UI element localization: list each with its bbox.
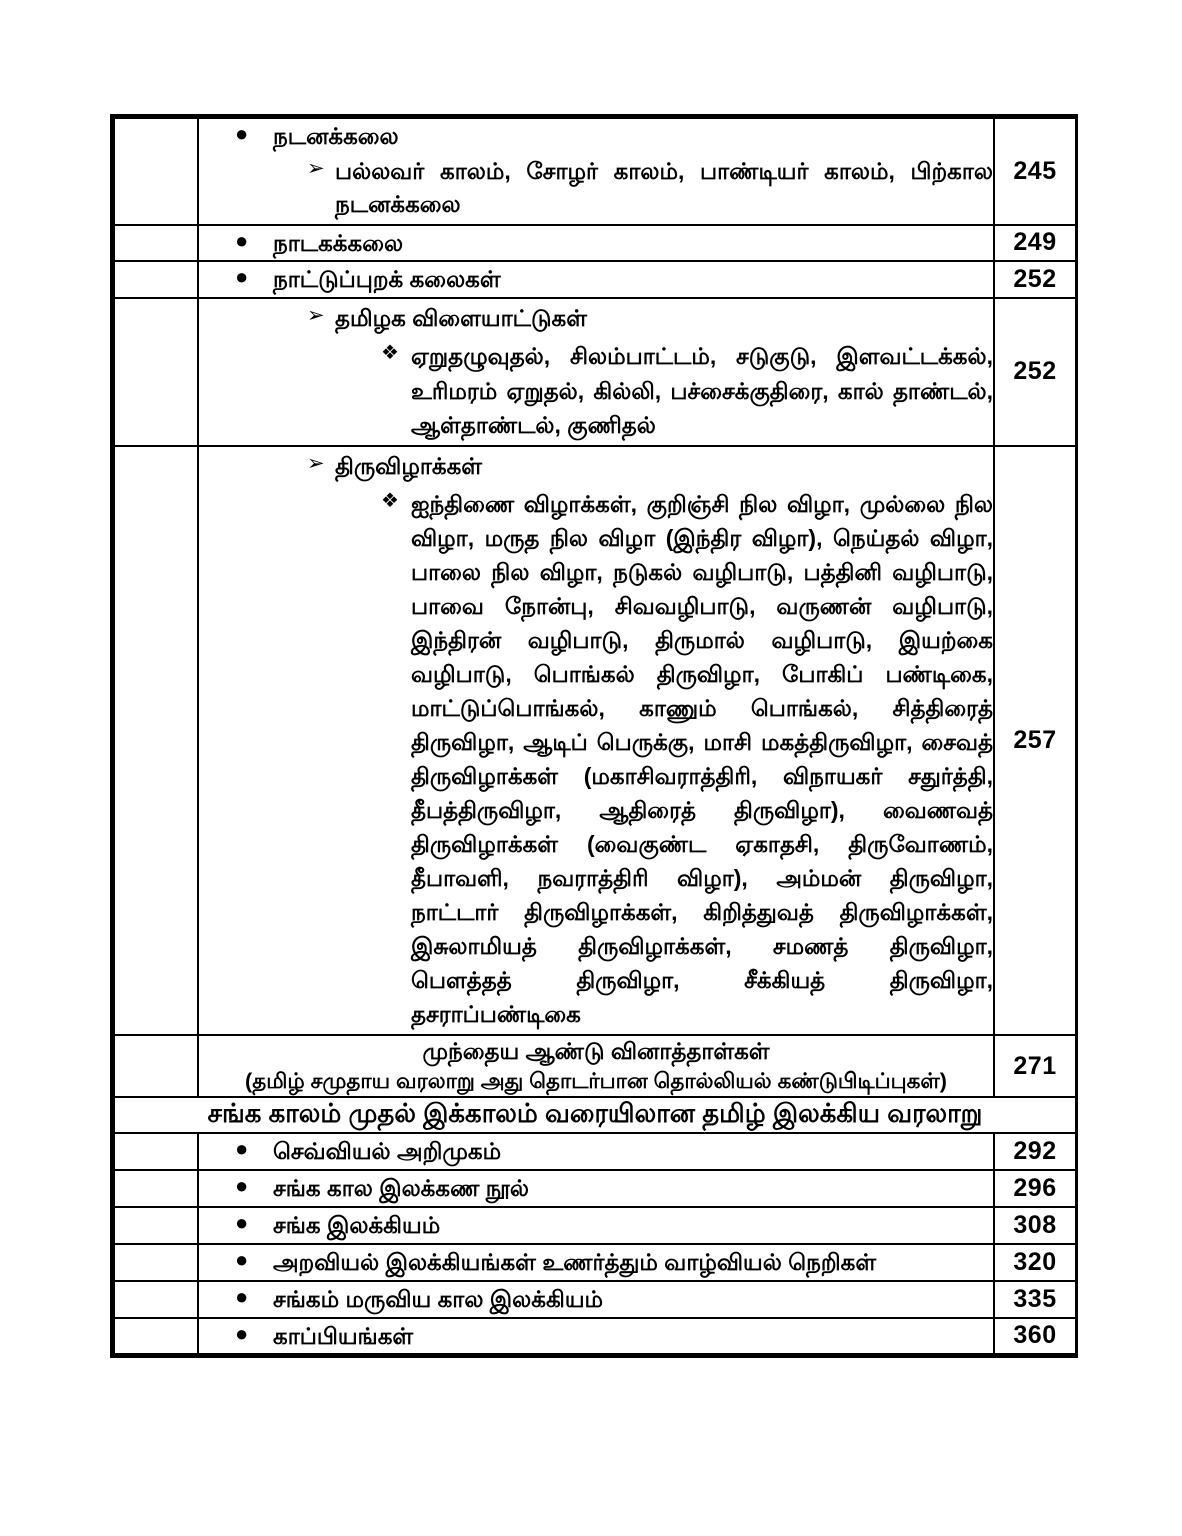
table-row xyxy=(114,298,1076,445)
topic-cell xyxy=(198,225,994,262)
page-number-cell: 245 xyxy=(994,118,1076,225)
table-row xyxy=(114,1244,1076,1281)
list-item-label: அறவியல் இலக்கியங்கள் உணர்த்தும் வாழ்வியல் நெறிகள் xyxy=(273,1248,877,1275)
list-item-label: சங்க இலக்கியம் xyxy=(273,1212,441,1239)
topic-cell xyxy=(198,261,994,298)
contents-table-frame xyxy=(110,114,1078,1358)
row-gutter-cell xyxy=(114,1170,198,1207)
row-gutter-cell xyxy=(114,261,198,298)
list-item-level2 xyxy=(199,450,993,483)
bullet-icon: ● xyxy=(235,121,249,146)
table-row xyxy=(114,1281,1076,1318)
topic-cell xyxy=(198,1244,994,1281)
bullet-icon: ● xyxy=(235,1320,249,1346)
list-item-label: ஐந்திணை விழாக்கள், குறிஞ்சி நில விழா, முல்லை நில விழா, மருத நில விழா (இந்திர விழா), நெய்தல் விழா, பாலை நில விழா, நடுகல் வழிபாடு, பத்தினி வழிபாடு, பாவை நோன்பு, சிவவழிபாடு, வருணன் வழிபாடு, இந்திரன் வழிபாடு, திருமால் வழிபாடு, இயற்கை வழிபாடு, பொங்கல் திருவிழா, போகிப் பண்டிகை, மாட்டுப்பொங்கல், காணும் பொங்கல், சித்திரைத் திருவிழா, ஆடிப் பெருக்கு, மாசி மகத்திருவிழா, சைவத் திருவிழாக்கள் (மகாசிவராத்திரி, விநாயகர் சதுர்த்தி, தீபத்திருவிழா, ஆதிரைத் திருவிழா), வைணவத் திருவிழாக்கள் (வைகுண்ட ஏகாதசி, திருவோணம், தீபாவளி, நவராத்திரி விழா), அம்மன் திருவிழா, நாட்டார் திருவிழாக்கள், கிறித்துவத் திருவிழாக்கள், இசுலாமியத் திருவிழாக்கள், சமணத் திருவிழா, பெளத்தத் திருவிழா, சீக்கியத் திருவிழா, தசராப்பண்டிகை xyxy=(411,490,993,1028)
topic-cell xyxy=(198,1170,994,1207)
page-number-cell: 257 xyxy=(994,446,1076,1036)
list-item-level1 xyxy=(199,1210,993,1241)
bullet-icon: ● xyxy=(235,1283,249,1309)
table-row xyxy=(114,446,1076,1036)
list-item-level1 xyxy=(199,1284,993,1315)
page-number-cell: 335 xyxy=(994,1281,1076,1318)
row-gutter-cell xyxy=(114,225,198,262)
contents-table xyxy=(113,117,1077,1355)
list-item-label: பல்லவர் காலம், சோழர் காலம், பாண்டியர் காலம், பிற்கால நடனக்கலை xyxy=(335,157,993,218)
list-item-label: ஏறுதழுவுதல், சிலம்பாட்டம், சடுகுடு, இளவட்டக்கல், உரிமரம் ஏறுதல், கில்லி, பச்சைக்குதிரை, கால் தாண்டல், ஆள்தாண்டல், குணிதல் xyxy=(411,343,993,438)
list-item-level1 xyxy=(199,1173,993,1204)
page-number-cell: 249 xyxy=(994,225,1076,262)
arrow-icon: ➢ xyxy=(307,451,325,475)
table-row xyxy=(114,1318,1076,1355)
page-number-cell: 320 xyxy=(994,1244,1076,1281)
page-number-cell: 308 xyxy=(994,1207,1076,1244)
row-gutter-cell xyxy=(114,1035,198,1097)
table-row xyxy=(114,1207,1076,1244)
list-item-label: நாடகக்கலை xyxy=(273,229,404,256)
page-number-cell: 252 xyxy=(994,298,1076,445)
list-item-level2 xyxy=(199,302,993,335)
row-gutter-cell xyxy=(114,298,198,445)
topic-cell xyxy=(198,118,994,225)
row-gutter-cell xyxy=(114,1207,198,1244)
previous-year-papers-subtitle: (தமிழ் சமுதாய வரலாறு அது தொடர்பான தொல்லியல் கண்டுபிடிப்புகள்) xyxy=(245,1069,947,1094)
topic-cell xyxy=(198,446,994,1036)
bullet-icon: ● xyxy=(235,264,249,290)
list-item-label: தமிழக விளையாட்டுகள் xyxy=(335,305,587,332)
section-title: சங்க காலம் முதல் இக்காலம் வரையிலான தமிழ் இலக்கிய வரலாறு xyxy=(114,1097,1076,1133)
list-item-label: சங்கம் மருவிய கால இலக்கியம் xyxy=(273,1285,604,1312)
topic-cell xyxy=(198,1207,994,1244)
list-item-label: திருவிழாக்கள் xyxy=(335,452,483,479)
page-number-cell: 271 xyxy=(994,1035,1076,1097)
list-item-label: நடனக்கலை xyxy=(273,123,399,149)
table-row xyxy=(114,1035,1076,1097)
list-item-label: நாட்டுப்புறக் கலைகள் xyxy=(273,266,501,293)
row-gutter-cell xyxy=(114,118,198,225)
row-gutter-cell xyxy=(114,1318,198,1355)
bullet-icon: ● xyxy=(235,1246,249,1272)
list-item-level1 xyxy=(199,1321,993,1352)
topic-cell xyxy=(198,1133,994,1170)
list-item-level1 xyxy=(199,264,993,295)
bullet-icon: ● xyxy=(235,1210,249,1236)
diamond-icon: ❖ xyxy=(381,342,399,365)
table-row xyxy=(114,225,1076,262)
page-number-cell: 360 xyxy=(994,1318,1076,1355)
table-row xyxy=(114,261,1076,298)
bullet-icon: ● xyxy=(235,227,249,253)
diamond-icon: ❖ xyxy=(381,489,399,512)
table-row xyxy=(114,118,1076,225)
topic-cell xyxy=(198,298,994,445)
topic-cell xyxy=(198,1318,994,1355)
arrow-icon: ➢ xyxy=(307,304,325,328)
bullet-icon: ● xyxy=(235,1173,249,1199)
page-number-cell: 252 xyxy=(994,261,1076,298)
list-item-label: செவ்வியல் அறிமுகம் xyxy=(273,1138,502,1165)
bullet-icon: ● xyxy=(235,1136,249,1162)
list-item-label: சங்க கால இலக்கண நூல் xyxy=(273,1175,529,1202)
list-item-level1 xyxy=(199,228,993,259)
previous-year-papers-title: முந்தைய ஆண்டு வினாத்தாள்கள் xyxy=(422,1038,770,1065)
row-gutter-cell xyxy=(114,446,198,1036)
row-gutter-cell xyxy=(114,1133,198,1170)
list-item-level2 xyxy=(199,155,993,222)
page-number-cell: 296 xyxy=(994,1170,1076,1207)
topic-cell xyxy=(198,1281,994,1318)
row-gutter-cell xyxy=(114,1281,198,1318)
section-header-row xyxy=(114,1097,1076,1133)
table-row xyxy=(114,1133,1076,1170)
list-item-level3 xyxy=(199,487,993,1032)
list-item-level1 xyxy=(199,1247,993,1278)
list-item-level3 xyxy=(199,339,993,441)
row-gutter-cell xyxy=(114,1244,198,1281)
table-row xyxy=(114,1170,1076,1207)
list-item-level1 xyxy=(199,121,993,152)
list-item-level1 xyxy=(199,1136,993,1167)
previous-year-papers-cell xyxy=(198,1035,994,1097)
arrow-icon: ➢ xyxy=(307,156,325,180)
list-item-label: காப்பியங்கள் xyxy=(273,1322,414,1349)
page-number-cell: 292 xyxy=(994,1133,1076,1170)
